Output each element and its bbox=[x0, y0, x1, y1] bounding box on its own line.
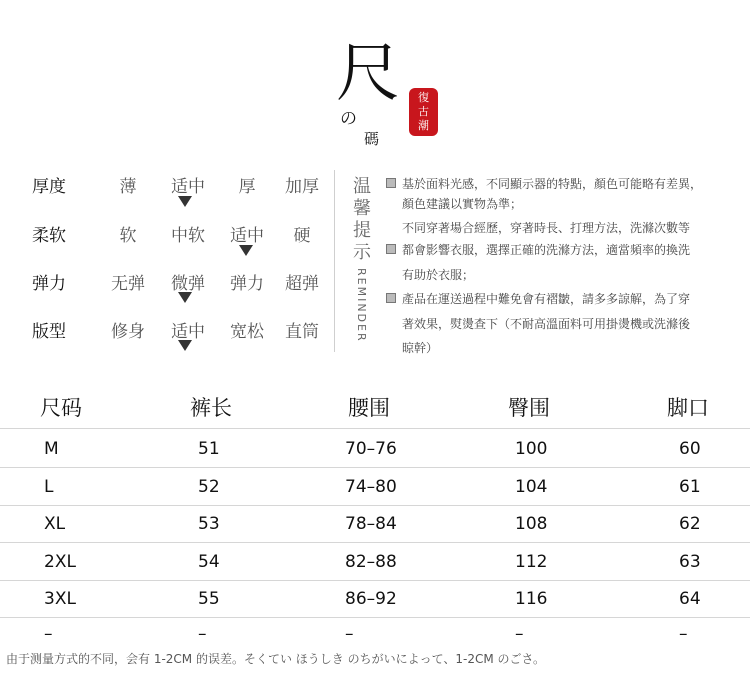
row-divider bbox=[0, 542, 750, 543]
table-header: 尺码 bbox=[40, 396, 82, 420]
attr-label-softness: 柔软 bbox=[32, 226, 66, 246]
attr-option: 微弹 bbox=[171, 274, 205, 294]
reminder-line: 基於面料光感，不同顯示器的特點，顏色可能略有差異， bbox=[402, 177, 703, 191]
selected-marker-icon bbox=[178, 340, 192, 351]
reminder-title-en: REMINDER bbox=[355, 268, 368, 343]
ma-character: 碼 bbox=[364, 130, 380, 148]
table-header: 臀围 bbox=[508, 396, 550, 420]
reminder-line: 有助於衣服； bbox=[402, 268, 475, 282]
attr-option: 适中 bbox=[171, 177, 205, 197]
table-cell: 74–80 bbox=[345, 477, 397, 497]
table-cell: 70–76 bbox=[345, 439, 397, 459]
attr-label-fit: 版型 bbox=[32, 322, 66, 342]
attr-option: 适中 bbox=[171, 322, 205, 342]
table-cell: XL bbox=[44, 514, 66, 534]
divider bbox=[334, 170, 335, 352]
row-divider bbox=[0, 428, 750, 429]
row-divider bbox=[0, 580, 750, 581]
attr-option: 超弹 bbox=[285, 274, 319, 294]
bullet-icon bbox=[386, 244, 396, 254]
attr-option: 薄 bbox=[119, 177, 137, 197]
attr-option: 修身 bbox=[111, 322, 145, 342]
row-divider bbox=[0, 617, 750, 618]
table-cell: 61 bbox=[679, 477, 701, 497]
table-cell: – bbox=[345, 624, 354, 644]
attr-option: 加厚 bbox=[285, 177, 319, 197]
table-cell: 116 bbox=[515, 589, 548, 609]
table-cell: 55 bbox=[198, 589, 220, 609]
table-cell: 112 bbox=[515, 552, 548, 572]
reminder-title-char: 示 bbox=[353, 242, 371, 263]
attr-option: 宽松 bbox=[230, 322, 264, 342]
reminder-line: 著效果，熨燙查下（不耐高溫面料可用掛燙機或洗滌後 bbox=[402, 317, 691, 331]
table-cell: – bbox=[679, 624, 688, 644]
attr-option: 软 bbox=[119, 226, 137, 246]
table-cell: L bbox=[44, 477, 54, 497]
reminder-line: 都會影響衣服，選擇正確的洗滌方法，適當頻率的換洗 bbox=[402, 243, 691, 257]
title-character: 尺 bbox=[336, 37, 400, 111]
reminder-title-char: 提 bbox=[353, 220, 371, 241]
table-cell: 100 bbox=[515, 439, 548, 459]
attr-option: 直筒 bbox=[285, 322, 319, 342]
selected-marker-icon bbox=[239, 245, 253, 256]
reminder-title-char: 馨 bbox=[353, 198, 371, 219]
bullet-icon bbox=[386, 293, 396, 303]
table-cell: 86–92 bbox=[345, 589, 397, 609]
no-character: の bbox=[340, 109, 357, 129]
table-cell: 82–88 bbox=[345, 552, 397, 572]
selected-marker-icon bbox=[178, 292, 192, 303]
seal-char-2: 古 bbox=[418, 105, 429, 118]
table-header: 腰围 bbox=[348, 396, 390, 420]
table-cell: 64 bbox=[679, 589, 701, 609]
table-cell: 62 bbox=[679, 514, 701, 534]
attr-label-thickness: 厚度 bbox=[32, 177, 66, 197]
attr-label-elasticity: 弹力 bbox=[32, 274, 66, 294]
table-cell: 54 bbox=[198, 552, 220, 572]
reminder-line: 不同穿著場合經歷，穿著時長、打理方法，洗滌次數等 bbox=[402, 221, 691, 235]
table-header: 脚口 bbox=[667, 396, 709, 420]
seal-char-3: 潮 bbox=[418, 119, 429, 132]
reminder-line: 產品在運送過程中難免會有褶皺，請多多諒解，為了穿 bbox=[402, 292, 691, 306]
table-cell: 3XL bbox=[44, 589, 76, 609]
table-cell: – bbox=[515, 624, 524, 644]
table-cell: 60 bbox=[679, 439, 701, 459]
table-cell: M bbox=[44, 439, 59, 459]
attr-option: 无弹 bbox=[111, 274, 145, 294]
table-header: 裤长 bbox=[190, 396, 232, 420]
attr-option: 中软 bbox=[171, 226, 205, 246]
table-cell: 53 bbox=[198, 514, 220, 534]
reminder-line: 晾幹） bbox=[402, 341, 439, 355]
reminder-title-char: 温 bbox=[353, 176, 371, 197]
attr-option: 弹力 bbox=[230, 274, 264, 294]
measurement-note: 由于测量方式的不同，会有 1-2CM 的误差。そくてい ほうしき のちがいによって、1-2CM のごさ。 bbox=[6, 652, 546, 666]
table-cell: 78–84 bbox=[345, 514, 397, 534]
seal-char-1: 復 bbox=[418, 91, 429, 104]
attr-option: 适中 bbox=[230, 226, 264, 246]
row-divider bbox=[0, 505, 750, 506]
row-divider bbox=[0, 467, 750, 468]
table-cell: 104 bbox=[515, 477, 548, 497]
table-cell: 52 bbox=[198, 477, 220, 497]
table-cell: 51 bbox=[198, 439, 220, 459]
selected-marker-icon bbox=[178, 196, 192, 207]
table-cell: – bbox=[198, 624, 207, 644]
reminder-line: 顏色建議以實物為準； bbox=[402, 197, 523, 211]
red-seal-stamp bbox=[409, 88, 438, 136]
table-cell: 63 bbox=[679, 552, 701, 572]
table-cell: – bbox=[44, 624, 53, 644]
attr-option: 厚 bbox=[238, 177, 256, 197]
table-cell: 2XL bbox=[44, 552, 76, 572]
bullet-icon bbox=[386, 178, 396, 188]
attr-option: 硬 bbox=[293, 226, 311, 246]
table-cell: 108 bbox=[515, 514, 548, 534]
